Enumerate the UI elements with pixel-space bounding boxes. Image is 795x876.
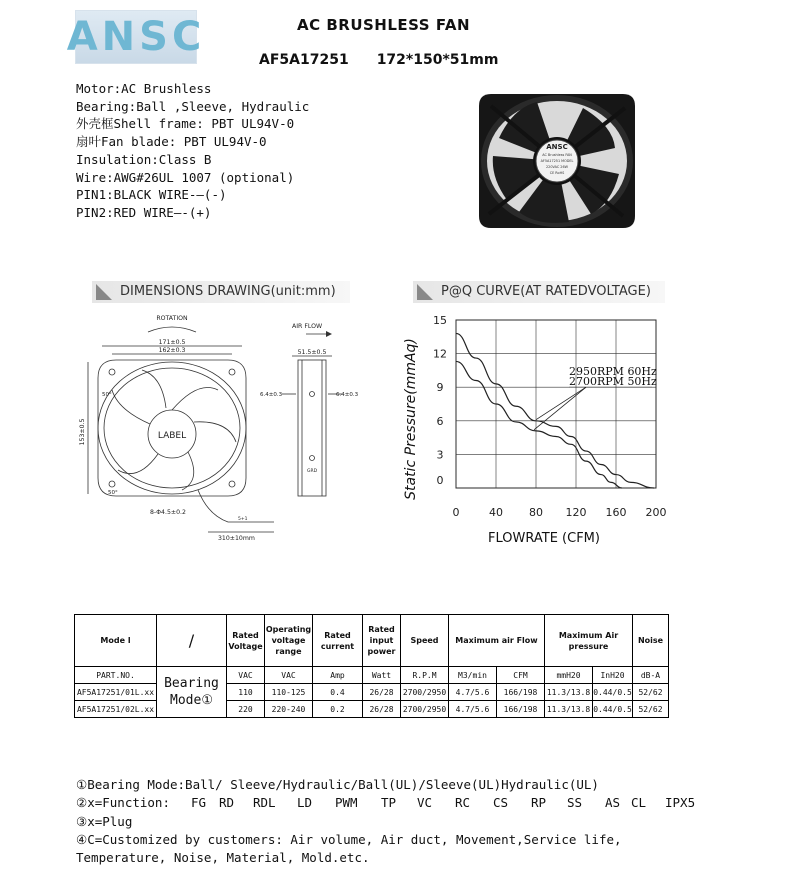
cell-speed: 2700/2950 <box>401 701 449 718</box>
cell-m3: 4.7/5.6 <box>449 701 497 718</box>
y-tick-label: 9 <box>436 381 444 395</box>
brand-logo <box>66 10 206 64</box>
hole-dimension: 8-Φ4.5±0.2 <box>150 509 186 516</box>
cell-noise: 52/62 <box>633 701 669 718</box>
cell-power: 26/28 <box>363 701 401 718</box>
header-max-pressure: Maximum Air pressure <box>545 615 633 667</box>
series-label-0: 2950RPM 60Hz <box>569 364 657 378</box>
unit-part-no: PART.NO. <box>75 667 157 684</box>
function-code: LD <box>297 795 313 811</box>
angle-top: 50° <box>102 392 112 398</box>
chart-series-labels <box>534 365 657 430</box>
x-tick-label: 40 <box>489 506 503 519</box>
pq-curve-header <box>413 281 665 303</box>
chart-grid <box>456 320 656 488</box>
header-rated-current: Rated current <box>313 615 363 667</box>
dim-153: 153±0.5 <box>79 418 86 446</box>
header-triangle-icon <box>417 284 433 300</box>
note-function-prefix: ②x=Function: <box>76 795 170 811</box>
unit-vac-range: VAC <box>265 667 313 684</box>
product-model-line <box>259 52 498 68</box>
photo-label-line2: AF5A17251 MODEL <box>540 159 574 163</box>
photo-label-brand: ANSC <box>546 143 568 151</box>
cell-power: 26/28 <box>363 684 401 701</box>
spec-bearing: Bearing:Ball ,Sleeve, Hydraulic <box>76 98 310 114</box>
cell-part: AF5A17251/01L.xx <box>75 684 157 701</box>
y-tick-label: 6 <box>436 414 444 428</box>
function-code: CL <box>631 795 647 811</box>
header-triangle-icon <box>96 284 112 300</box>
cell-cfm: 166/198 <box>497 701 545 718</box>
spec-motor: Motor:AC Brushless <box>76 81 212 96</box>
header-max-airflow: Maximum air Flow <box>449 615 545 667</box>
y-tick-label: 0 <box>436 474 444 487</box>
cell-cfm: 166/198 <box>497 684 545 701</box>
cell-range: 220-240 <box>265 701 313 718</box>
spec-list <box>76 80 309 222</box>
header-speed: Speed <box>401 615 449 667</box>
header-model: Mode l <box>75 615 157 667</box>
unit-inh2o: InH20 <box>593 667 633 684</box>
notes-section <box>76 776 695 867</box>
grd-label: GRD <box>306 469 318 474</box>
x-tick-label: 200 <box>645 506 667 519</box>
spec-shell-frame: 外壳框Shell frame: PBT UL94V-0 <box>76 116 295 132</box>
dimensions-drawing <box>78 310 368 540</box>
cell-inh2o: 0.44/0.5 <box>593 701 633 718</box>
cell-mmh2o: 11.3/13.8 <box>545 684 593 701</box>
note-customized-cont: Temperature, Noise, Material, Mold.etc. <box>76 850 370 866</box>
photo-label-line1: AC Brushless FAN <box>542 153 572 157</box>
cell-inh2o: 0.44/0.5 <box>593 684 633 701</box>
series-label-1: 2700RPM 50Hz <box>569 374 657 388</box>
function-code: PWM <box>335 795 358 811</box>
x-tick-label: 80 <box>529 506 543 519</box>
dimensions-drawing-header <box>92 281 350 303</box>
airflow-label: AIR FLOW <box>292 323 323 330</box>
function-code: TP <box>381 795 397 811</box>
y-tick-label: 3 <box>436 448 444 462</box>
cell-speed: 2700/2950 <box>401 684 449 701</box>
function-code: SS <box>567 795 583 811</box>
product-dimensions: 172*150*51mm <box>376 52 499 68</box>
cell-current: 0.4 <box>313 684 363 701</box>
cell-voltage: 220 <box>227 701 265 718</box>
spec-table <box>74 614 669 718</box>
pq-header-text: P@Q CURVE(AT RATEDVOLTAGE) <box>441 284 651 299</box>
x-tick-label: 160 <box>605 506 627 519</box>
function-code: RD <box>219 795 235 811</box>
y-tick-label: 15 <box>433 314 447 327</box>
header-operating-voltage: Operating voltage range <box>265 615 313 667</box>
dim-171: 171±0.5 <box>158 339 186 346</box>
y-tick-label: 12 <box>433 347 447 361</box>
function-code: RDL <box>253 795 276 811</box>
cell-part: AF5A17251/02L.xx <box>75 701 157 718</box>
spec-pin1: PIN1:BLACK WIRE-—(-) <box>76 187 227 203</box>
header-rated-input-power: Rated input power <box>363 615 401 667</box>
function-code: RC <box>455 795 471 811</box>
fan-product-photo <box>473 86 641 236</box>
spec-fan-blade: 扇叶Fan blade: PBT UL94V-0 <box>76 134 267 150</box>
unit-amp: Amp <box>313 667 363 684</box>
logo-text: ANSC <box>66 14 206 60</box>
spec-wire: Wire:AWG#26UL 1007 (optional) <box>76 169 295 185</box>
bearing-mode-cell: Bearing Mode① <box>157 667 227 718</box>
plot-frame <box>456 320 656 488</box>
note-bearing-mode: ①Bearing Mode:Ball/ Sleeve/Hydraulic/Ball(UL)/Sleeve(UL)Hydraulic(UL) <box>76 777 599 792</box>
cell-mmh2o: 11.3/13.8 <box>545 701 593 718</box>
x-tick-label: 120 <box>565 506 587 519</box>
pin-label: 5+1 <box>238 517 248 522</box>
dim-162: 162±0.3 <box>158 347 186 354</box>
photo-label-line3: 220VAC 26W <box>546 165 568 169</box>
product-title: AC BRUSHLESS FAN <box>297 16 471 34</box>
leader-line-0 <box>536 387 586 419</box>
table-header-row <box>75 615 669 667</box>
dim-51: 51.5±0.5 <box>297 349 327 356</box>
chart-series <box>456 333 654 488</box>
label-text: LABEL <box>157 431 187 441</box>
unit-m3-min: M3/min <box>449 667 497 684</box>
cell-current: 0.2 <box>313 701 363 718</box>
cell-noise: 52/62 <box>633 684 669 701</box>
cell-voltage: 110 <box>227 684 265 701</box>
dim-6-4-right: 6.4±0.3 <box>336 392 359 398</box>
function-code: VC <box>417 795 433 811</box>
angle-bottom: 50° <box>108 490 118 496</box>
leader-line-1 <box>534 387 586 430</box>
cell-range: 110-125 <box>265 684 313 701</box>
pq-curve-chart <box>396 306 686 550</box>
cell-m3: 4.7/5.6 <box>449 684 497 701</box>
chart-x-axis-label: FLOWRATE (CFM) <box>488 531 600 546</box>
rotation-label: ROTATION <box>156 315 188 322</box>
function-code: CS <box>493 795 509 811</box>
series-line-0 <box>456 333 654 488</box>
header-noise: Noise <box>633 615 669 667</box>
unit-dba: dB-A <box>633 667 669 684</box>
unit-watt: Watt <box>363 667 401 684</box>
spec-insulation: Insulation:Class B <box>76 151 212 167</box>
unit-vac: VAC <box>227 667 265 684</box>
unit-rpm: R.P.M <box>401 667 449 684</box>
note-customized: ④C=Customized by customers: Air volume, Air duct, Movement,Service life, <box>76 831 622 847</box>
unit-cfm: CFM <box>497 667 545 684</box>
photo-label-line4: CE RoHS <box>549 171 565 175</box>
header-rated-voltage: Rated Voltage <box>227 615 265 667</box>
note-plug: ③x=Plug <box>76 813 133 829</box>
chart-y-axis-label: Static Pressure(mmAq) <box>403 338 419 500</box>
header-slash: / <box>157 615 227 667</box>
function-code: RP <box>531 795 547 811</box>
dimensions-header-text: DIMENSIONS DRAWING(unit:mm) <box>120 284 336 299</box>
spec-pin2: PIN2:RED WIRE—-(+) <box>76 204 212 220</box>
function-code: FG <box>191 795 207 811</box>
x-tick-label: 0 <box>452 506 460 519</box>
note-function <box>76 794 695 812</box>
table-units-row <box>75 667 669 684</box>
function-code: AS <box>605 795 621 811</box>
model-number: AF5A17251 <box>259 52 349 68</box>
dim-6-4-left: 6.4±0.3 <box>260 392 283 398</box>
function-code: IPX5 <box>665 795 696 811</box>
unit-mmh2o: mmH20 <box>545 667 593 684</box>
wire-length: 310±10mm <box>218 535 255 540</box>
